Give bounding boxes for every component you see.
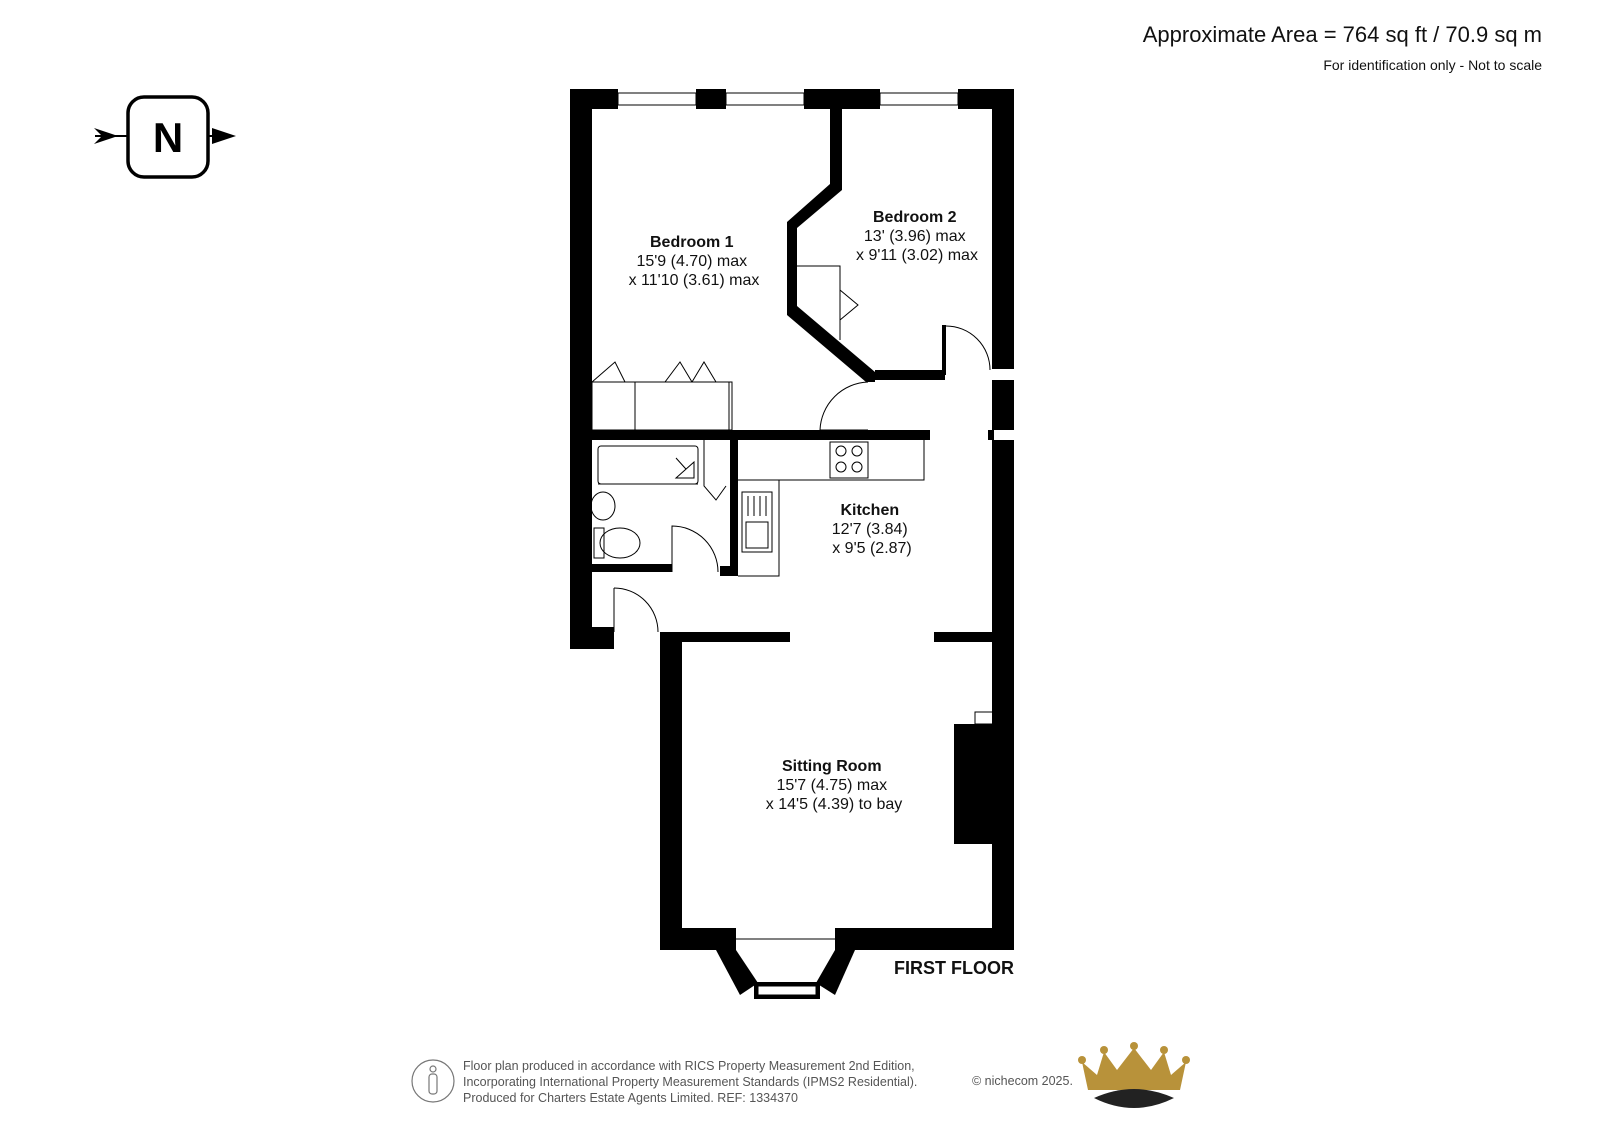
crown-logo-icon	[1078, 1042, 1190, 1108]
identification-note: For identification only - Not to scale	[1323, 57, 1542, 73]
sitting-room-label: Sitting Room 15'7 (4.75) max x 14'5 (4.39) to bay	[765, 758, 903, 813]
bay-window	[716, 939, 855, 999]
footer-line-3: Produced for Charters Estate Agents Limited. REF: 1334370	[463, 1091, 798, 1105]
person-icon	[412, 1060, 454, 1102]
interior-walls	[592, 105, 994, 642]
footer-line-1: Floor plan produced in accordance with RICS Property Measurement 2nd Edition,	[463, 1059, 915, 1073]
fittings	[591, 266, 993, 724]
copyright: © nichecom 2025.	[972, 1074, 1073, 1088]
bedroom1-label: Bedroom 1 15'9 (4.70) max x 11'10 (3.61) max	[628, 234, 760, 289]
kitchen-label: Kitchen 12'7 (3.84) x 9'5 (2.87)	[831, 502, 912, 557]
compass-letter: N	[152, 114, 184, 161]
footer-line-2: Incorporating International Property Measurement Standards (IPMS2 Residential).	[463, 1075, 918, 1089]
footer-text	[463, 1058, 917, 1106]
windows	[618, 93, 958, 105]
floor-label: FIRST FLOOR	[894, 958, 1014, 978]
approximate-area: Approximate Area = 764 sq ft / 70.9 sq m	[1142, 22, 1542, 47]
north-arrow-icon	[94, 97, 236, 177]
bedroom2-label: Bedroom 2 13' (3.96) max x 9'11 (3.02) max	[856, 209, 978, 264]
